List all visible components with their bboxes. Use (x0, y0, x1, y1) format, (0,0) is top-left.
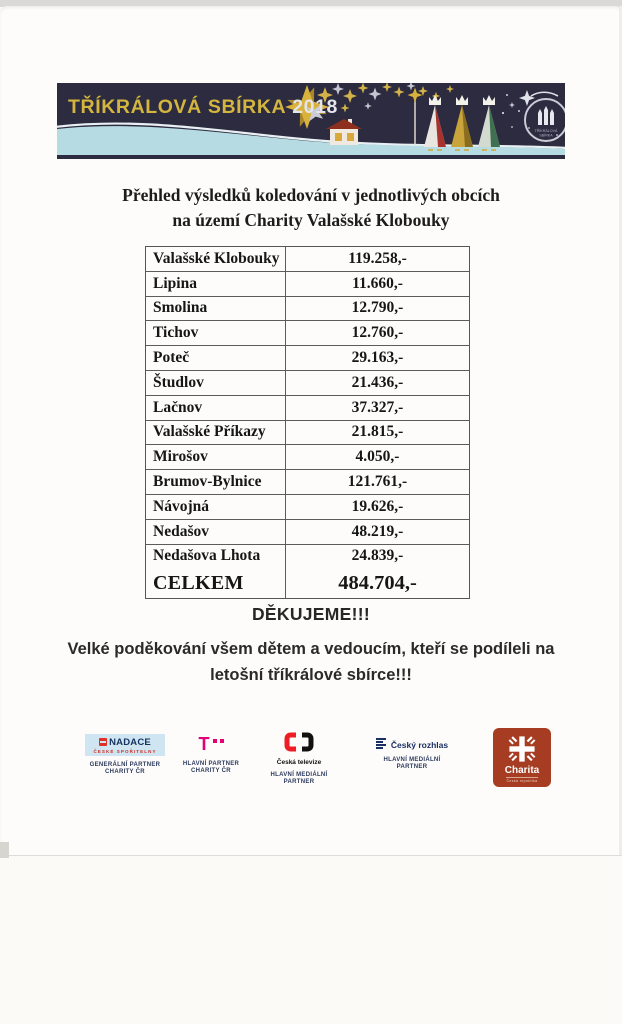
table-row (146, 346, 469, 371)
banner-title-text: TŘÍKRÁLOVÁ SBÍRKA (68, 96, 287, 118)
town-cell: Mirošov (146, 445, 286, 469)
page-title-line2: na území Charity Valašské Klobouky (172, 210, 450, 230)
amount-cell: 12.790,- (351, 299, 404, 317)
ceska-televize-caption: HLAVNÍ MEDIÁLNÍ PARTNER (270, 772, 328, 785)
cesky-rozhlas-caption: HLAVNÍ MEDIÁLNÍ PARTNER (383, 757, 441, 770)
cesky-rozhlas-label: Český rozhlas (390, 739, 449, 750)
scan-edge-left-notch (0, 842, 9, 858)
results-table (145, 246, 470, 599)
amount-cell: 48.219,- (351, 522, 404, 540)
charita-sublabel: Česká republika (506, 779, 538, 783)
results-table-body (146, 247, 469, 568)
table-total-row (146, 568, 469, 598)
town-cell: Valašské Příkazy (146, 421, 286, 445)
amount-cell: 11.660,- (352, 274, 403, 292)
amount-cell: 19.626,- (351, 497, 404, 515)
amount-cell: 4.050,- (355, 448, 400, 466)
t-dot-icon (213, 739, 217, 743)
town-cell: Lačnov (146, 396, 286, 420)
amount-cell: 24.839,- (351, 547, 404, 565)
table-row (146, 545, 469, 569)
town-cell: Smolina (146, 297, 286, 321)
t-letter: T (198, 734, 210, 754)
t-mobile-caption: HLAVNÍ PARTNER CHARITY ČR (182, 761, 240, 774)
thanks-message (30, 636, 592, 688)
town-cell: Nedašov (146, 520, 286, 544)
three-kings-graphic (424, 95, 500, 150)
town-cell: Poteč (146, 346, 286, 370)
table-row (146, 520, 469, 545)
charita-cross-icon (503, 731, 541, 767)
town-cell: Brumov-Bylnice (146, 470, 286, 494)
sponsor-cesky-rozhlas (362, 738, 462, 771)
page-title-line1: Přehled výsledků koledování v jednotlivých obcích (122, 185, 500, 205)
total-label-cell: CELKEM (146, 568, 286, 598)
sponsor-ceska-televize (266, 731, 332, 786)
badge-text-line1: TŘÍKRÁLOVÁ (534, 129, 558, 133)
amount-cell: 119.258,- (348, 249, 407, 267)
banner-artwork (57, 83, 565, 159)
sponsor-t-mobile (176, 735, 246, 775)
amount-cell: 21.815,- (351, 423, 404, 441)
table-row (146, 470, 469, 495)
trikralova-sbirka-banner (57, 83, 565, 159)
t-mobile-logo (176, 735, 246, 755)
banner-title (68, 96, 338, 119)
table-row (146, 445, 469, 470)
page-title (46, 183, 576, 233)
scan-edge-bottom (0, 855, 622, 856)
cesky-rozhlas-icon (376, 738, 387, 751)
ceska-televize-icon (284, 731, 314, 753)
town-cell: Valašské Klobouky (146, 247, 286, 271)
thanks-message-line1: Velké poděkování všem dětem a vedoucím, kteří se podíleli na (67, 640, 555, 658)
amount-cell: 21.436,- (351, 373, 404, 391)
badge-text-line2: SBÍRKA (539, 133, 553, 138)
sponsor-nadace-ceske-sporitelny (82, 734, 168, 776)
thanks-message-line2: letošní tříkrálové sbírce!!! (210, 666, 412, 684)
table-row (146, 247, 469, 272)
town-cell: Tichov (146, 321, 286, 345)
banner-year: 2018 (292, 96, 338, 118)
nadace-subname: ČESKÉ SPOŘITELNY (93, 748, 157, 754)
table-row (146, 371, 469, 396)
amount-cell: 29.163,- (351, 349, 404, 367)
charita-label: Charita (504, 765, 540, 776)
ceska-sporitelna-icon (99, 738, 107, 746)
ceska-televize-label: Česká televize (276, 759, 322, 766)
nadace-caption: GENERÁLNÍ PARTNER CHARITY ČR (89, 762, 161, 775)
table-row (146, 272, 469, 297)
town-cell: Lipina (146, 272, 286, 296)
table-row (146, 396, 469, 421)
table-row (146, 495, 469, 520)
table-row (146, 321, 469, 346)
table-row (146, 421, 469, 446)
town-cell: Návojná (146, 495, 286, 519)
table-row (146, 297, 469, 322)
nadace-name: NADACE (109, 736, 151, 748)
amount-cell: 37.327,- (351, 398, 404, 416)
town-cell: Nedašova Lhota (146, 545, 286, 569)
nadace-logo (85, 734, 165, 756)
total-amount-cell: 484.704,- (338, 571, 417, 594)
amount-cell: 12.760,- (351, 324, 404, 342)
t-dot-icon (220, 739, 224, 743)
amount-cell: 121.761,- (347, 473, 408, 491)
sponsor-charita (493, 728, 551, 787)
thanks-title: DĚKUJEME!!! (251, 604, 371, 624)
town-cell: Študlov (146, 371, 286, 395)
